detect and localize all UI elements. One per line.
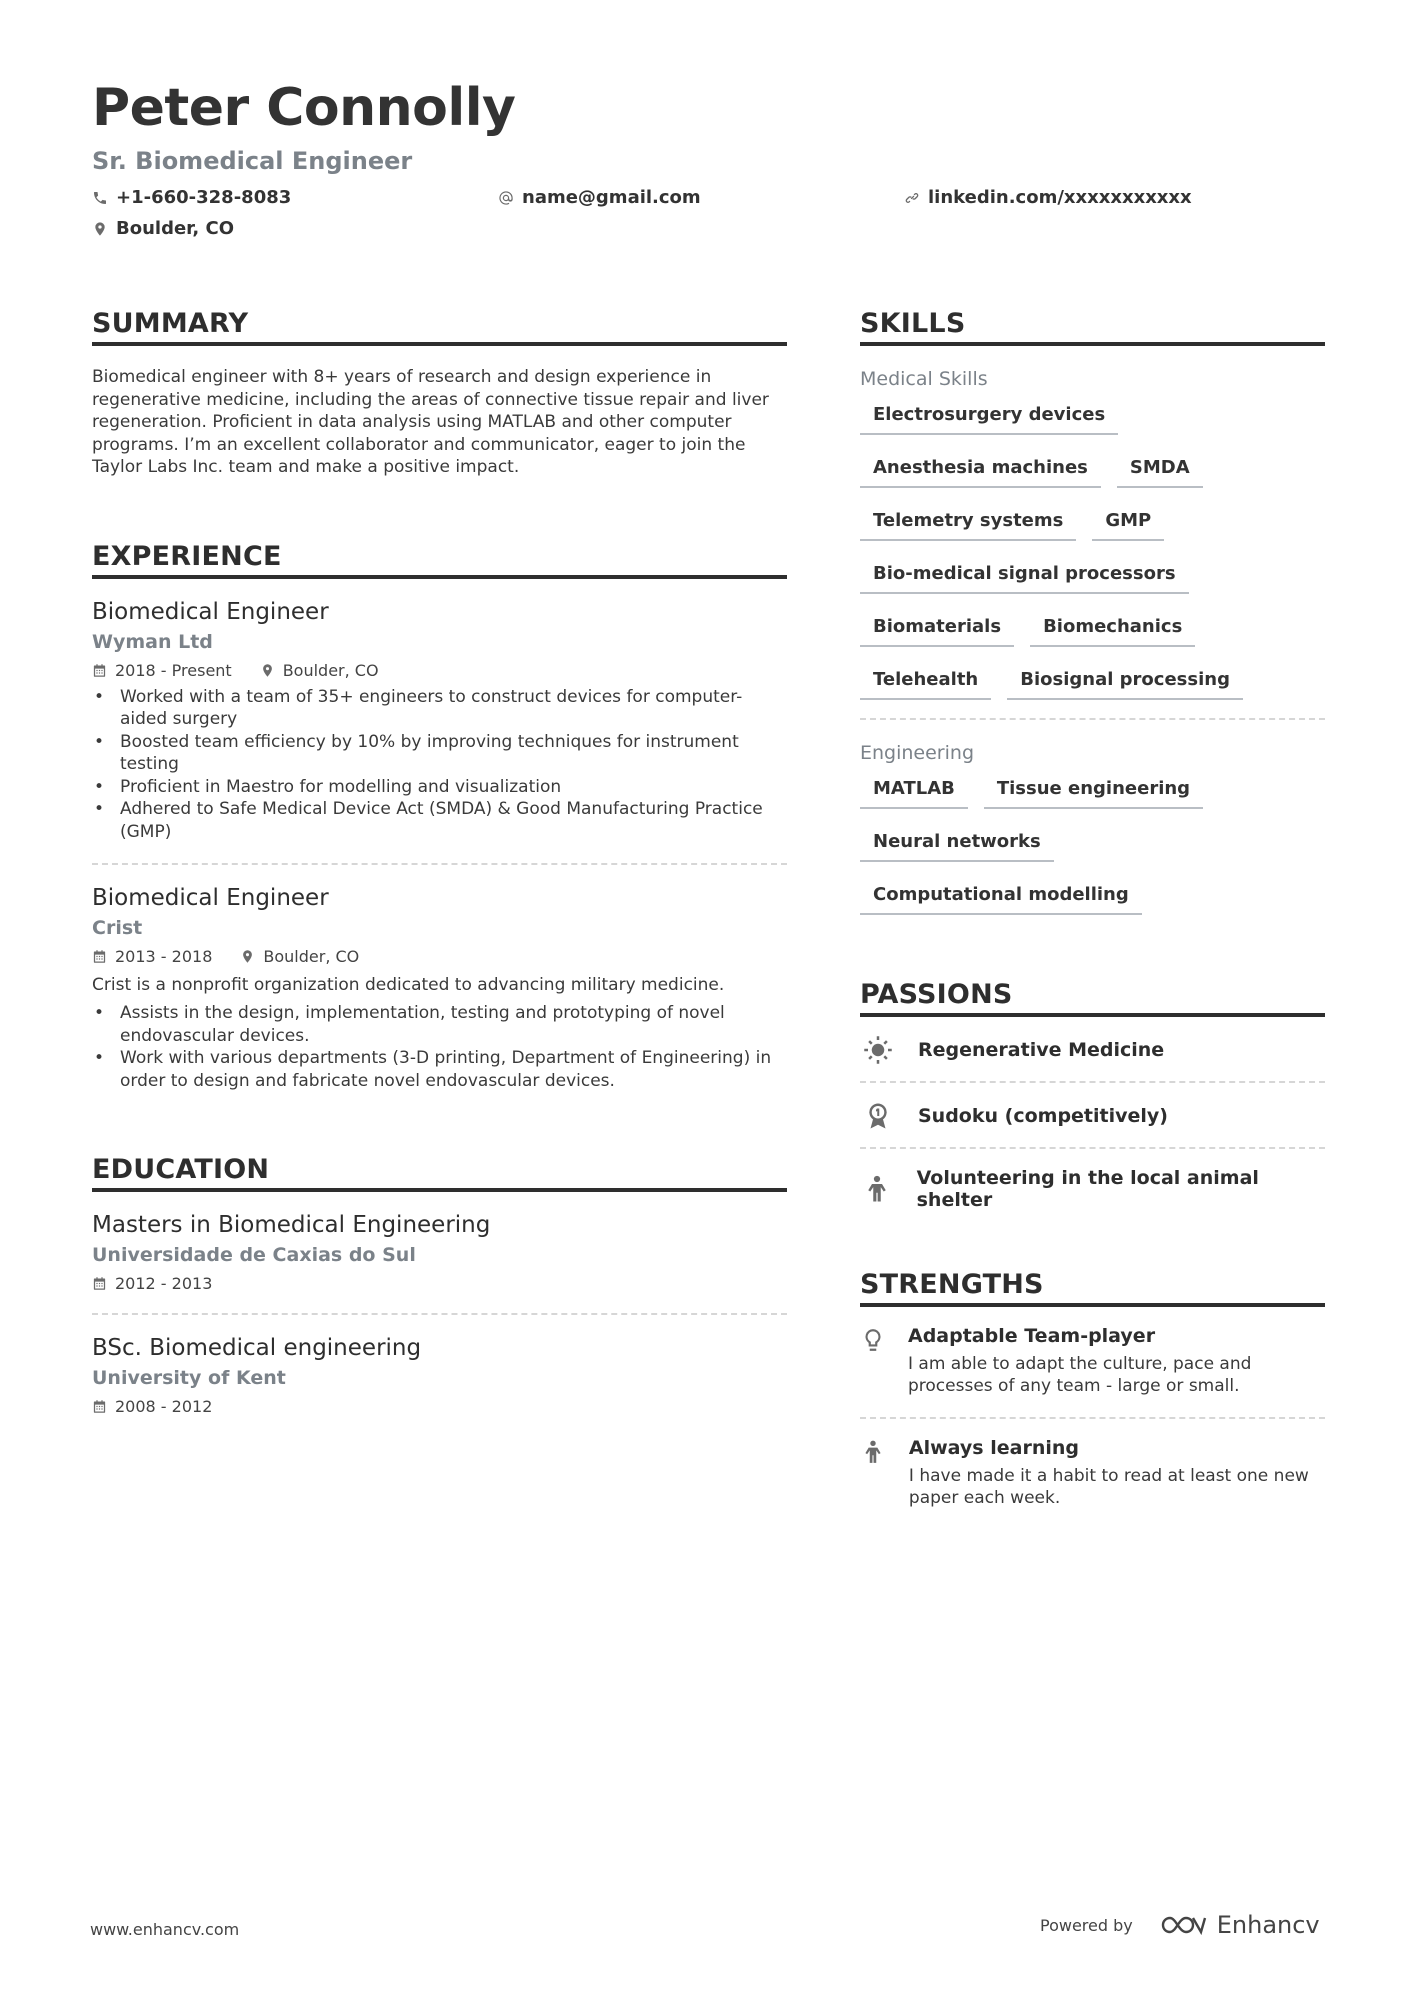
- education-meta: [92, 1274, 787, 1293]
- job-bullet: • Work with various departments (3-D printing, Department of Engineering) in order to design and fabricate novel endovascular devices.: [92, 1047, 787, 1092]
- skill-tag: Biomechanics: [1030, 616, 1195, 647]
- job-bullet: • Adhered to Safe Medical Device Act (SMDA) & Good Manufacturing Practice (GMP): [92, 798, 787, 843]
- person-icon: [860, 1439, 886, 1465]
- location-pin-icon: [92, 221, 108, 237]
- contact-phone[interactable]: [92, 187, 291, 208]
- enhancv-logo[interactable]: [1159, 1911, 1320, 1939]
- calendar-icon: [92, 1276, 107, 1291]
- contact-linkedin[interactable]: [904, 187, 1192, 208]
- summary-text: Biomedical engineer with 8+ years of research and design experience in regenerative medicine, including the areas of connective tissue repair and liver regeneration. Proficient in data analysis using MATLAB and other computer programs. I’m an excellent collaborator and communicator, eager to join the Taylor Labs Inc. team and make a positive impact.: [92, 367, 769, 477]
- job-dates: [92, 661, 232, 680]
- passions-section: [860, 979, 1325, 1227]
- passion-label: Volunteering in the local animal shelter: [916, 1167, 1259, 1211]
- passions-heading: PASSIONS: [860, 979, 1325, 1017]
- person-icon: [862, 1174, 892, 1204]
- education-entry: [92, 1335, 787, 1416]
- job-role: Biomedical Engineer: [92, 598, 329, 625]
- divider: [860, 718, 1325, 720]
- lightbulb-icon: [860, 1327, 886, 1353]
- job-bullet: • Assists in the design, implementation, testing and prototyping of novel endovascular devices.: [92, 1002, 787, 1047]
- skill-tag: Telemetry systems: [860, 510, 1076, 541]
- email-text: name@gmail.com: [522, 187, 701, 208]
- footer-branding: [1040, 1911, 1320, 1939]
- skill-tag: Biosignal processing: [1007, 669, 1243, 700]
- job-dates-text: 2013 - 2018: [115, 947, 213, 966]
- phone-text: +1-660-328-8083: [116, 187, 292, 208]
- job-bullet: • Boosted team efficiency by 10% by improving techniques for instrument testing: [92, 731, 787, 776]
- skill-tag: Computational modelling: [860, 884, 1142, 915]
- job-location: [260, 661, 379, 680]
- candidate-name: Peter Connolly: [92, 78, 516, 138]
- skill-category: Medical Skills: [860, 368, 988, 390]
- job-dates-text: 2018 - Present: [115, 660, 232, 680]
- skill-tag: Bio-medical signal processors: [860, 563, 1189, 594]
- phone-icon: [92, 190, 108, 206]
- job-meta: [92, 661, 787, 680]
- candidate-title: Sr. Biomedical Engineer: [92, 147, 413, 175]
- skill-tag: Telehealth: [860, 669, 991, 700]
- passion-label: Sudoku (competitively): [918, 1105, 1168, 1127]
- school: Universidade de Caxias do Sul: [92, 1244, 416, 1266]
- strength-title: Adaptable Team-player: [908, 1325, 1156, 1347]
- brand-name: Enhancv: [1216, 1911, 1320, 1939]
- strengths-heading: STRENGTHS: [860, 1269, 1325, 1307]
- calendar-icon: [92, 663, 107, 678]
- strength-desc: I have made it a habit to read at least one new paper each week.: [908, 1466, 1309, 1508]
- skill-tags: [860, 404, 1325, 700]
- passion-item: [860, 1083, 1325, 1149]
- summary-heading: SUMMARY: [92, 308, 787, 346]
- at-icon: [498, 190, 514, 206]
- skill-tag: Biomaterials: [860, 616, 1014, 647]
- job-entry: [92, 885, 787, 1092]
- job-company: Wyman Ltd: [92, 630, 213, 653]
- job-bullet: • Worked with a team of 35+ engineers to construct devices for computer-aided surgery: [92, 686, 787, 731]
- skill-tag: Anesthesia machines: [860, 457, 1101, 488]
- divider: [92, 863, 787, 865]
- passion-label: Regenerative Medicine: [918, 1039, 1165, 1061]
- degree: Masters in Biomedical Engineering: [92, 1212, 491, 1238]
- strength-title: Always learning: [908, 1437, 1079, 1459]
- job-entry: [92, 599, 787, 866]
- job-meta: [92, 947, 787, 966]
- strength-item: [860, 1419, 1325, 1529]
- skills-heading: SKILLS: [860, 308, 1325, 346]
- strength-desc: I am able to adapt the culture, pace and processes of any team - large or small.: [908, 1354, 1252, 1396]
- education-dates: [92, 1274, 212, 1293]
- skill-tags: [860, 778, 1325, 915]
- education-entry: [92, 1212, 787, 1315]
- skill-tag: Neural networks: [860, 831, 1054, 862]
- passion-item: [860, 1149, 1325, 1227]
- skill-tag: SMDA: [1117, 457, 1203, 488]
- award-icon: [863, 1101, 893, 1131]
- strength-item: [860, 1307, 1325, 1419]
- job-bullets: [92, 686, 787, 844]
- experience-section: [92, 541, 787, 1093]
- experience-heading: EXPERIENCE: [92, 541, 787, 579]
- passion-item: [860, 1017, 1325, 1083]
- job-company: Crist: [92, 917, 143, 939]
- divider: [92, 1313, 787, 1315]
- education-section: [92, 1154, 787, 1416]
- contact-location: [92, 218, 234, 239]
- link-icon: [904, 190, 920, 206]
- sun-icon: [863, 1035, 893, 1065]
- education-dates: [92, 1397, 212, 1416]
- powered-by-text: Powered by: [1040, 1915, 1133, 1935]
- skill-category: Engineering: [860, 742, 974, 764]
- left-column: [92, 308, 787, 1416]
- contact-email[interactable]: [498, 187, 701, 208]
- skill-tag: Tissue engineering: [984, 778, 1203, 809]
- job-bullets: [92, 1002, 787, 1092]
- calendar-icon: [92, 949, 107, 964]
- strengths-section: [860, 1269, 1325, 1529]
- education-dates-text: 2008 - 2012: [115, 1397, 213, 1416]
- linkedin-text: linkedin.com/xxxxxxxxxxx: [928, 187, 1192, 208]
- job-location: [240, 947, 359, 966]
- education-heading: EDUCATION: [92, 1154, 787, 1192]
- job-dates: [92, 947, 212, 966]
- education-meta: [92, 1397, 787, 1416]
- job-role: Biomedical Engineer: [92, 885, 329, 911]
- job-location-text: Boulder, CO: [263, 947, 360, 966]
- location-pin-icon: [260, 663, 275, 678]
- enhancv-logo-icon: [1159, 1912, 1207, 1938]
- skill-tag: GMP: [1092, 510, 1164, 541]
- skills-section: [860, 308, 1325, 915]
- location-pin-icon: [240, 949, 255, 964]
- job-description: Crist is a nonprofit organization dedicated to advancing military medicine.: [92, 975, 725, 995]
- degree: BSc. Biomedical engineering: [92, 1335, 422, 1361]
- right-column: [860, 308, 1325, 1529]
- location-text: Boulder, CO: [116, 218, 235, 239]
- education-dates-text: 2012 - 2013: [115, 1274, 213, 1293]
- skill-tag: MATLAB: [860, 778, 968, 809]
- job-location-text: Boulder, CO: [282, 660, 379, 680]
- footer-website[interactable]: www.enhancv.com: [90, 1920, 240, 1939]
- summary-section: [92, 308, 787, 479]
- school: University of Kent: [92, 1367, 286, 1389]
- calendar-icon: [92, 1399, 107, 1414]
- job-bullet: • Proficient in Maestro for modelling and visualization: [92, 776, 787, 799]
- skill-tag: Electrosurgery devices: [860, 404, 1118, 435]
